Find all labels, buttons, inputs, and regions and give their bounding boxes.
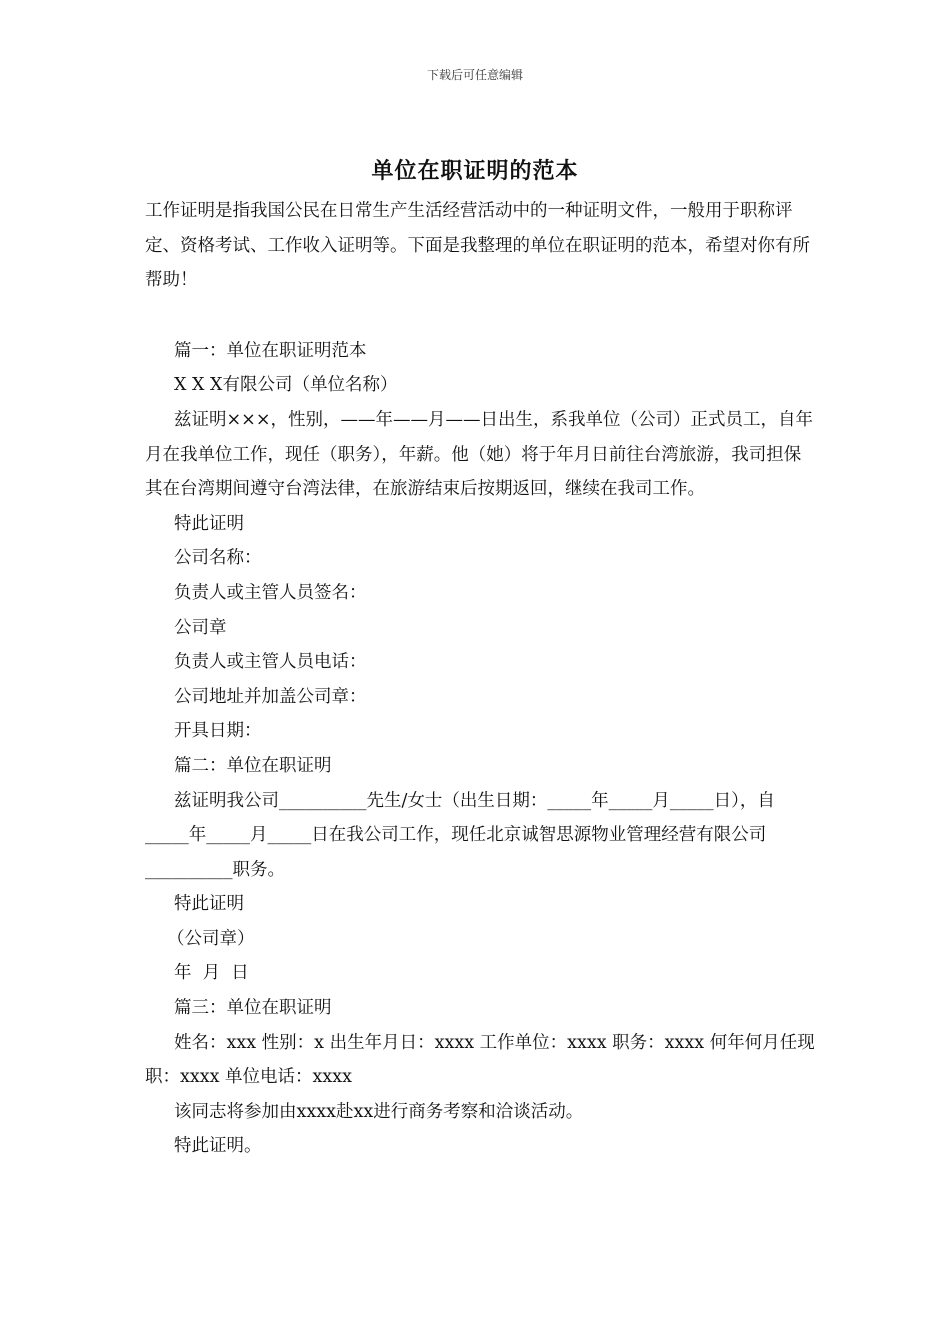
section2-date: 年 月 日 [174,963,249,984]
field-issue-date: 开具日期： [174,721,262,742]
spacer [145,298,817,334]
document-title: 单位在职证明的范本 [371,158,579,184]
header-note: 下载后可任意编辑 [426,68,523,82]
field-company-seal: 公司章 [174,617,227,638]
section1-body: 兹证明×××，性别，——年——月——日出生，系我单位（公司）正式员工，自年月在我单位工作，现任（职务），年薪。他（她）将于年月日前往台湾旅游，我司担保其在台湾期间遵守台湾法律，在旅游结束后按期返回，继续在我司工作。 [145,409,813,500]
field-company-name: 公司名称： [174,548,262,569]
section1-closing: 特此证明 [174,513,244,534]
section1-company: X X X有限公司（单位名称） [174,375,398,396]
field-signature: 负责人或主管人员签名： [174,582,367,603]
field-phone: 负责人或主管人员电话： [174,652,367,673]
section3-heading: 篇三：单位在职证明 [174,998,332,1019]
intro-paragraph: 工作证明是指我国公民在日常生产生活经营活动中的一种证明文件，一般用于职称评定、资格考试、工作收入证明等。下面是我整理的单位在职证明的范本，希望对你有所帮助！ [145,201,810,291]
section2-heading: 篇二：单位在职证明 [174,755,332,776]
section2-closing: 特此证明 [174,894,244,915]
field-address: 公司地址并加盖公司章： [174,686,367,707]
section2-body: 兹证明我公司__________先生/女士（出生日期：_____年_____月_____日），自_____年_____月_____日在我公司工作，现任北京诚智思源物业管理经营有限公司__________职务。 [145,790,775,880]
section2-seal: （公司章） [167,928,255,949]
section3-activity: 该同志将参加由xxxx赴xx进行商务考察和洽谈活动。 [174,1101,584,1122]
section3-closing: 特此证明。 [174,1136,262,1157]
document-body [145,194,817,1164]
section3-info: 姓名：xxx 性别：x 出生年月日：xxxx 工作单位：xxxx 职务：xxxx 何年何月任现职：xxxx 单位电话：xxxx [145,1032,815,1088]
section1-heading: 篇一：单位在职证明范本 [174,340,367,361]
